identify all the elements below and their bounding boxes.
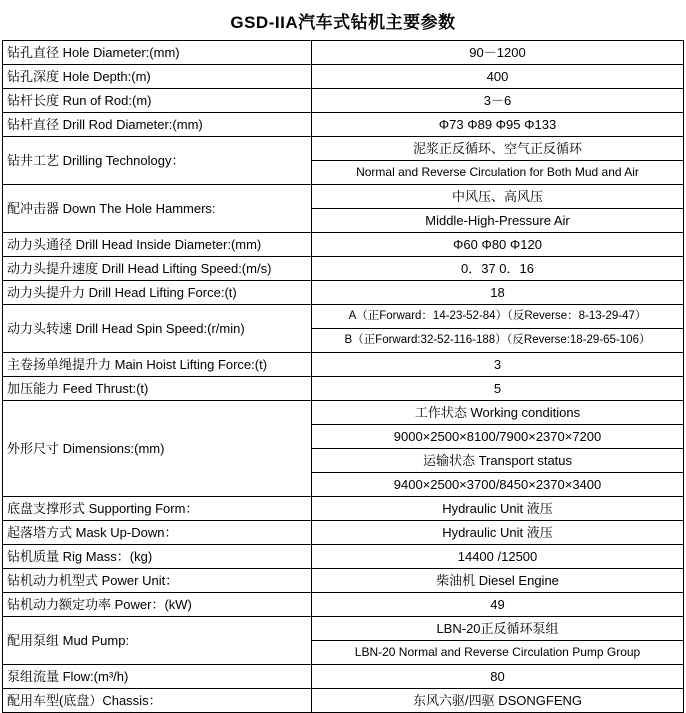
spec-value: Hydraulic Unit 液压	[312, 497, 684, 521]
spec-value: 中风压、高风压	[312, 185, 684, 209]
spec-label: 配冲击器 Down The Hole Hammers:	[3, 185, 312, 233]
table-row	[3, 665, 684, 689]
spec-value: 400	[312, 65, 684, 89]
spec-label: 加压能力 Feed Thrust:(t)	[3, 377, 312, 401]
spec-value: 泥浆正反循环、空气正反循环	[312, 137, 684, 161]
spec-label: 钻机动力额定功率 Power：(kW)	[3, 593, 312, 617]
spec-label: 底盘支撑形式 Supporting Form：	[3, 497, 312, 521]
spec-label: 钻孔深度 Hole Depth:(m)	[3, 65, 312, 89]
table-row	[3, 281, 684, 305]
table-row	[3, 233, 684, 257]
table-row	[3, 545, 684, 569]
table-row	[3, 65, 684, 89]
spec-value: 18	[312, 281, 684, 305]
table-row	[3, 113, 684, 137]
spec-value: Normal and Reverse Circulation for Both Mud and Air	[312, 161, 684, 185]
spec-label: 动力头通径 Drill Head Inside Diameter:(mm)	[3, 233, 312, 257]
spec-value: 柴油机 Diesel Engine	[312, 569, 684, 593]
table-row	[3, 521, 684, 545]
spec-label: 配用泵组 Mud Pump:	[3, 617, 312, 665]
spec-value: 9400×2500×3700/8450×2370×3400	[312, 473, 684, 497]
table-row	[3, 41, 684, 65]
spec-value: 9000×2500×8100/7900×2370×7200	[312, 425, 684, 449]
table-row	[3, 401, 684, 425]
spec-value: LBN-20正反循环泵组	[312, 617, 684, 641]
spec-label: 配用车型(底盘）Chassis：	[3, 689, 312, 713]
spec-value: 3－6	[312, 89, 684, 113]
spec-value: 运输状态 Transport status	[312, 449, 684, 473]
spec-label: 钻井工艺 Drilling Technology：	[3, 137, 312, 185]
spec-label: 动力头转速 Drill Head Spin Speed:(r/min)	[3, 305, 312, 353]
spec-value: A（正Forward：14-23-52-84）（反Reverse：8-13-29-47）	[312, 305, 684, 329]
spec-label: 钻杆直径 Drill Rod Diameter:(mm)	[3, 113, 312, 137]
spec-value: B（正Forward:32-52-116-188）（反Reverse:18-29-65-106）	[312, 329, 684, 353]
table-row	[3, 185, 684, 209]
spec-value: 49	[312, 593, 684, 617]
spec-value: Φ73 Φ89 Φ95 Φ133	[312, 113, 684, 137]
table-row	[3, 377, 684, 401]
spec-label: 钻杆长度 Run of Rod:(m)	[3, 89, 312, 113]
spec-value: Hydraulic Unit 液压	[312, 521, 684, 545]
table-row	[3, 497, 684, 521]
spec-value: 东风六驱/四驱 DSONGFENG	[312, 689, 684, 713]
spec-table	[2, 40, 684, 713]
page-title: GSD-IIA汽车式钻机主要参数	[230, 13, 456, 32]
spec-value: 14400 /12500	[312, 545, 684, 569]
spec-value: 工作状态 Working conditions	[312, 401, 684, 425]
spec-label: 外形尺寸 Dimensions:(mm)	[3, 401, 312, 497]
spec-label: 动力头提升力 Drill Head Lifting Force:(t)	[3, 281, 312, 305]
table-row	[3, 89, 684, 113]
table-row	[3, 617, 684, 641]
spec-value: 3	[312, 353, 684, 377]
spec-label: 主卷扬单绳提升力 Main Hoist Lifting Force:(t)	[3, 353, 312, 377]
spec-value: 0．37 0．16	[312, 257, 684, 281]
spec-label: 动力头提升速度 Drill Head Lifting Speed:(m/s)	[3, 257, 312, 281]
spec-value: 90－1200	[312, 41, 684, 65]
spec-value: LBN-20 Normal and Reverse Circulation Pump Group	[312, 641, 684, 665]
table-row	[3, 593, 684, 617]
table-row	[3, 569, 684, 593]
table-row	[3, 353, 684, 377]
spec-label: 钻机质量 Rig Mass：(kg)	[3, 545, 312, 569]
table-row	[3, 689, 684, 713]
table-row	[3, 305, 684, 329]
spec-value: Φ60 Φ80 Φ120	[312, 233, 684, 257]
table-row	[3, 137, 684, 161]
spec-label: 钻孔直径 Hole Diameter:(mm)	[3, 41, 312, 65]
spec-value: 5	[312, 377, 684, 401]
spec-table-body	[3, 41, 684, 713]
table-row	[3, 257, 684, 281]
spec-label: 泵组流量 Flow:(m³/h)	[3, 665, 312, 689]
spec-value: 80	[312, 665, 684, 689]
spec-label: 钻机动力机型式 Power Unit：	[3, 569, 312, 593]
spec-value: Middle-High-Pressure Air	[312, 209, 684, 233]
spec-label: 起落塔方式 Mask Up-Down：	[3, 521, 312, 545]
